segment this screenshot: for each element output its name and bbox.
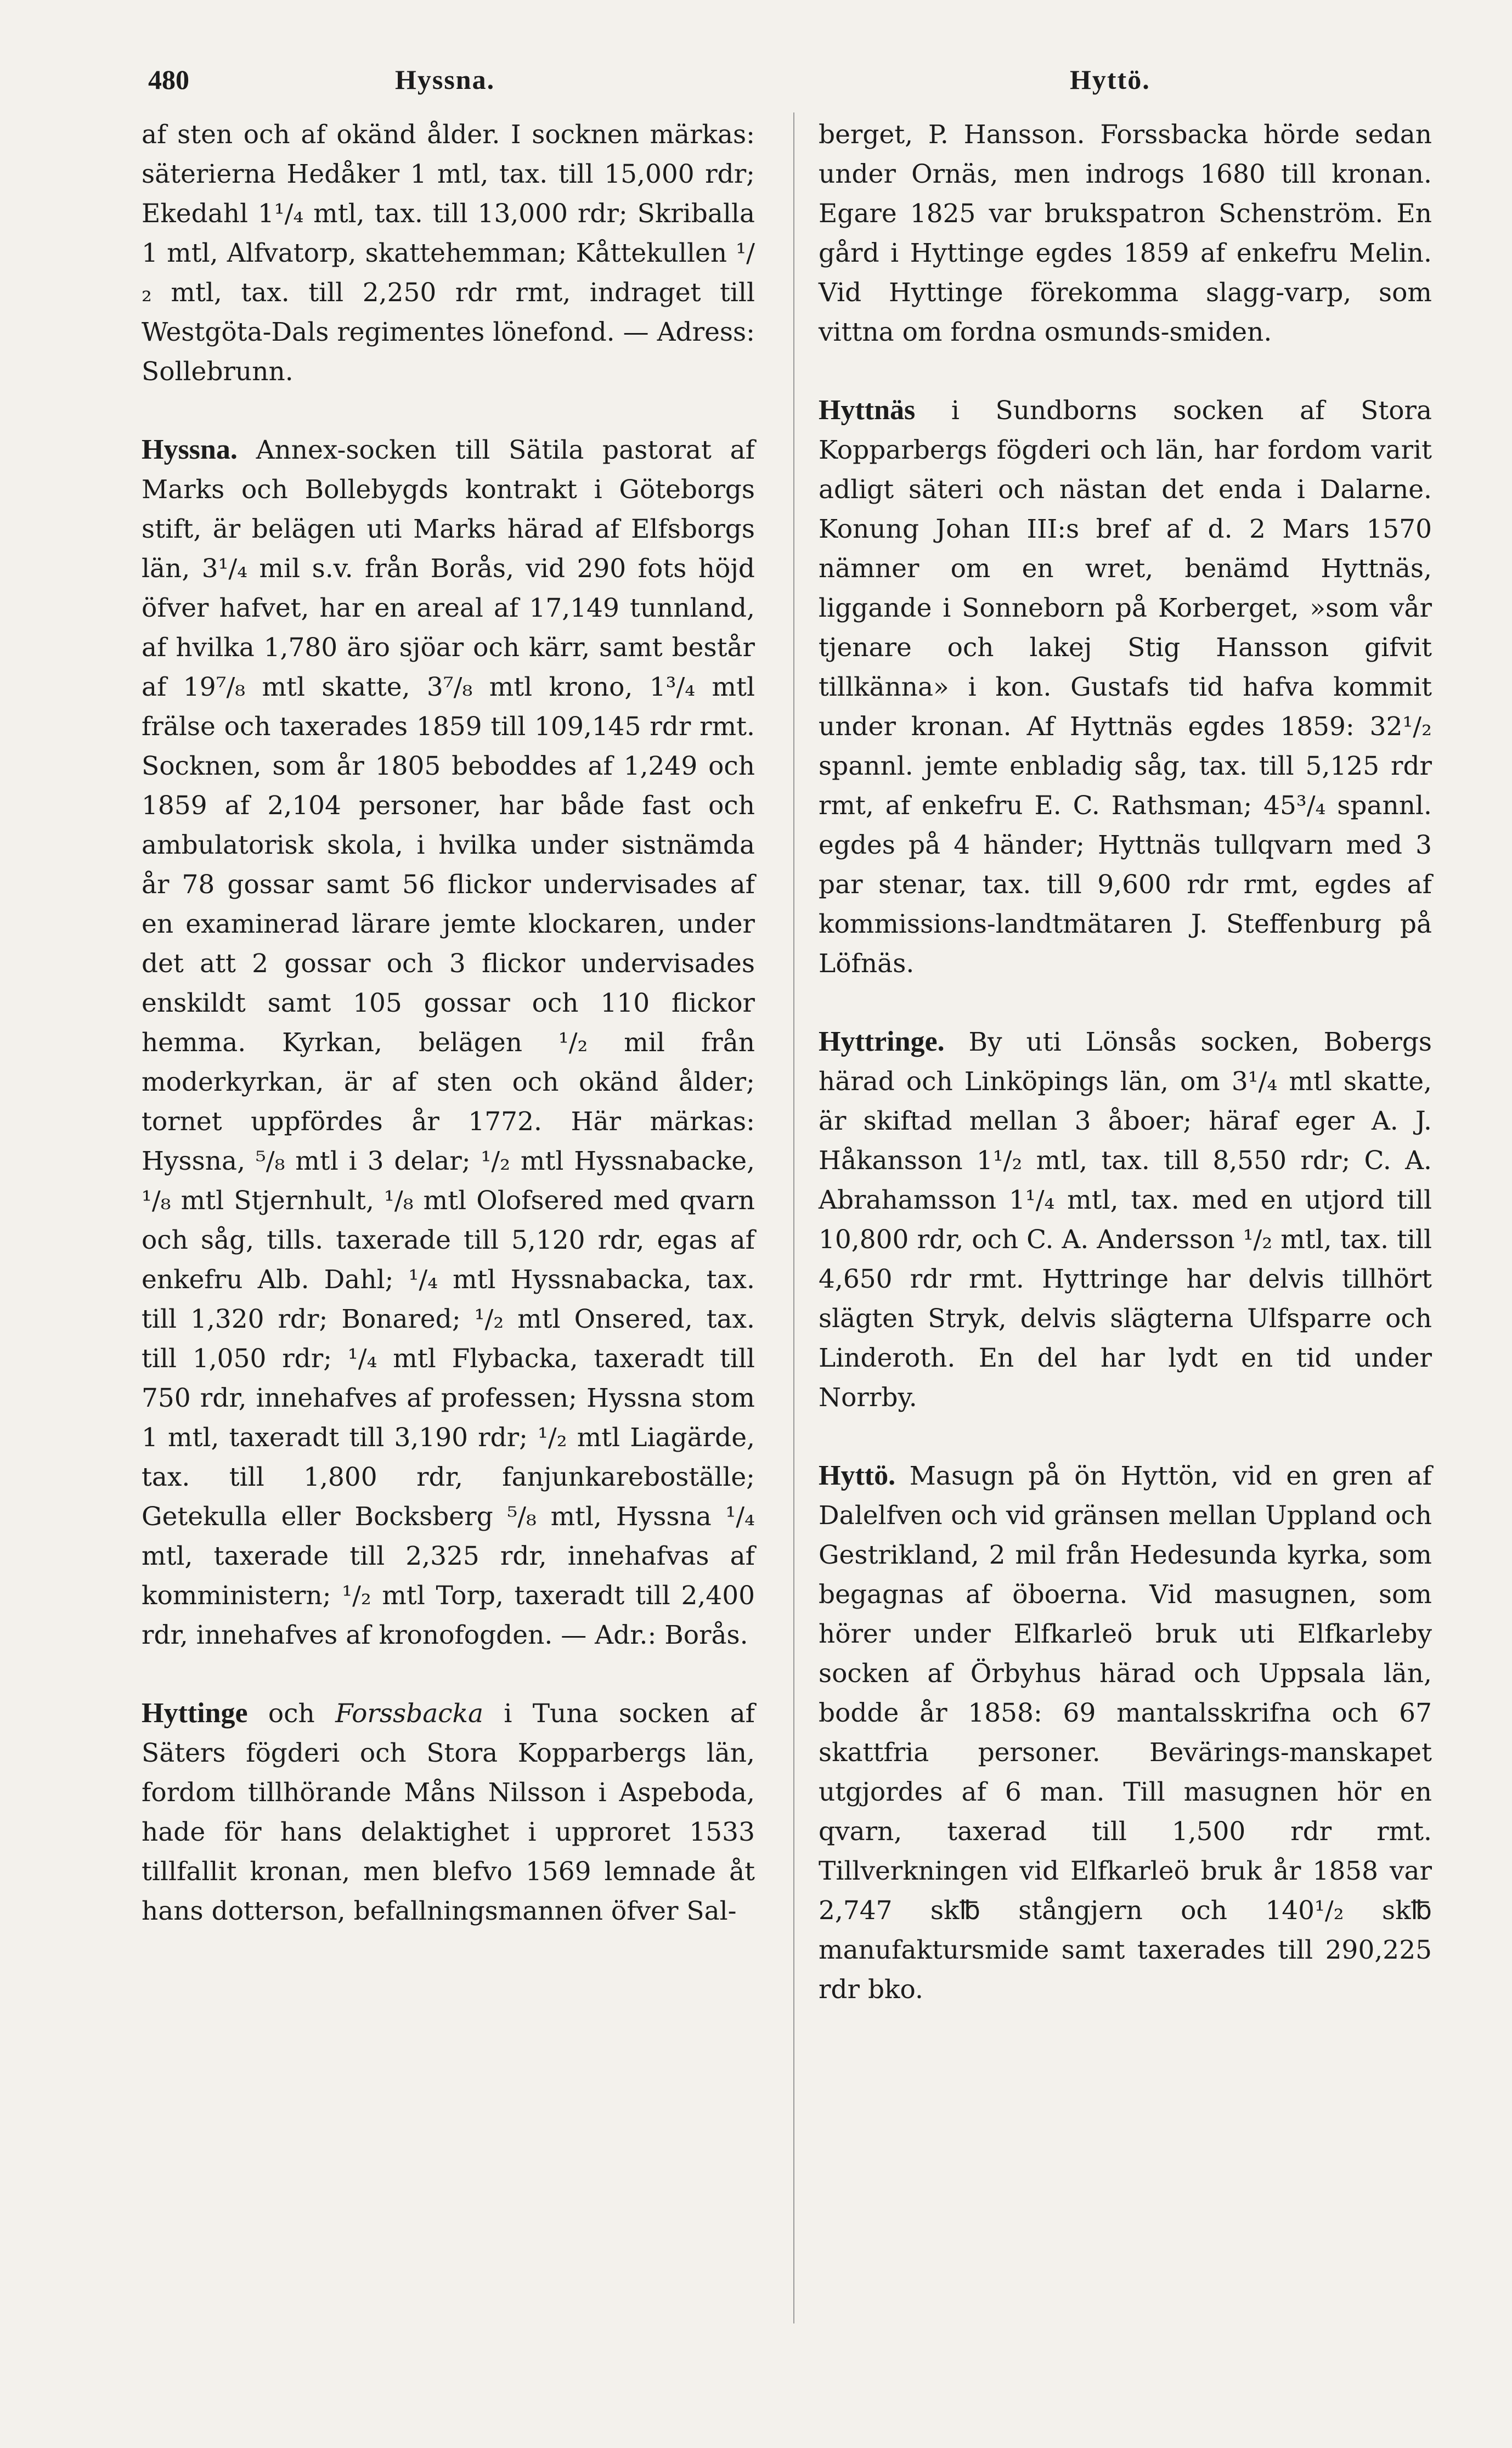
entry-text: Annex-socken till Sätila pastorat af Marks och Bollebygds kontrakt i Göteborgs stift, är belägen uti Marks härad af Elfsborgs län, 3¹/₄ mil s.v. från Borås, vid 290 fots höjd öfver hafvet, har en areal af 17,149 tunnland, af hvilka 1,780 äro sjöar och kärr, samt består af 19⁷/₈ mtl skatte, 3⁷/₈ mtl krono, 1³/₄ mtl frälse och taxerades 1859 till 109,145 rdr rmt. Socknen, som år 1805 beboddes af 1,249 och 1859 af 2,104 personer, har både fast och ambulatorisk skola, i hvilka under sistnämda år 78 gossar samt 56 flickor undervisades af en examinerad lärare jemte klockaren, under det att 2 gossar och 3 flickor undervisades enskildt samt 105 gossar och 110 flickor hemma. Kyrkan, belägen ¹/₂ mil från moderkyrkan, är af sten och okänd ålder; tornet uppfördes år 1772. Här märkas: Hyssna, ⁵/₈ mtl i 3 delar; ¹/₂ mtl Hyssnabacke, ¹/₈ mtl Stjernhult, ¹/₈ mtl Olofsered med qvarn och såg, tills. taxerade till 5,120 rdr, egas af enkefru Alb. Dahl; ¹/₄ mtl Hyssnabacka, tax. till 1,320 rdr; Bonared; ¹/₂ mtl Onsered, tax. till 1,050 rdr; ¹/₄ mtl Flybacka, taxeradt till 750 rdr, innehafves af professen; Hyssna stom 1 mtl, taxeradt till 3,190 rdr; ¹/₂ mtl Liagärde, tax. till 1,800 rdr, fanjunkareboställe; Getekulla eller Bocksberg ⁵/₈ mtl, Hyssna ¹/₄ mtl, taxerade till 2,325 rdr, innehafvas af komministern; ¹/₂ mtl Torp, taxeradt till 2,400 rdr, innehafves af kronofogden. — Adr.: Borås. [142, 435, 755, 1650]
column-divider [793, 112, 794, 2323]
entry-text: By uti Lönsås socken, Bobergs härad och Linköpings län, om 3¹/₄ mtl skatte, är skiftad mellan 3 åboer; häraf eger A. J. Håkansson 1¹/₂ mtl, tax. till 8,550 rdr; C. A. Abrahamsson 1¹/₄ mtl, tax. med en utjord till 10,800 rdr, och C. A. Andersson ¹/₂ mtl, tax. till 4,650 rdr rmt. Hyttringe har delvis tillhört slägten Stryk, delvis slägterna Ulfsparre och Linderoth. En del har lydt en tid under Norrby. [819, 1027, 1432, 1413]
entry-text: i Tuna socken af Säters fögderi och Stora Kopparbergs län, fordom tillhörande Måns Nilsson i Aspeboda, hade för hans delaktighet i upproret 1533 tillfallit kronan, men blefvo 1569 lemnade åt hans dotterson, befallningsmannen öfver Sal- [142, 1699, 755, 1926]
entry-text: af sten och af okänd ålder. I socknen märkas: säterierna Hedåker 1 mtl, tax. till 15,000 rdr; Ekedahl 1¹/₄ mtl, tax. till 13,000 rdr; Skriballa 1 mtl, Alfvatorp, skattehemman; Kåttekullen ¹/₂ mtl, tax. till 2,250 rdr rmt, indraget till Westgöta-Dals regimentes lönefond. — Adress: Sollebrunn. [142, 120, 755, 387]
entry-hyttnas [819, 391, 1432, 984]
entry-headword: Hyttringe. [819, 1026, 945, 1057]
entry-hytto [819, 1456, 1432, 2010]
entry-text: i Sundborns socken af Stora Kopparbergs fögderi och län, har fordom varit adligt säteri och nästan det enda i Dalarne. Konung Johan III:s bref af d. 2 Mars 1570 nämner om en wret, benämd Hyttnäs, liggande i Sonneborn på Korberget, »som vår tjenare och lakej Stig Hansson gifvit tillkänna» i kon. Gustafs tid hafva kommit under kronan. Af Hyttnäs egdes 1859: 32¹/₂ spannl. jemte enbladig såg, tax. till 5,125 rdr rmt, af enkefru E. C. Rathsman; 45³/₄ spannl. egdes på 4 händer; Hyttnäs tullqvarn med 3 par stenar, tax. till 9,600 rdr rmt, egdes af kommissions-landtmätaren J. Steffenburg på Löfnäs. [819, 396, 1432, 979]
entry-continuation [819, 115, 1432, 352]
entry-text: och [247, 1699, 336, 1729]
entry-headword: Hyttnäs [819, 394, 916, 426]
entry-headword: Hyssna. [142, 434, 238, 465]
entry-continuation [142, 115, 755, 392]
entry-hyttringe [819, 1022, 1432, 1418]
entry-italic-term: Forssbacka [335, 1699, 484, 1729]
entry-hyssna [142, 430, 755, 1655]
left-column [142, 115, 755, 1931]
entry-headword: Hyttö. [819, 1460, 896, 1491]
running-head-left: Hyssna. [395, 64, 495, 95]
right-column [819, 115, 1432, 2010]
entry-text: berget, P. Hansson. Forssbacka hörde sedan under Ornäs, men indrogs 1680 till kronan. Egare 1825 var brukspatron Schenström. En gård i Hyttinge egdes 1859 af enkefru Melin. Vid Hyttinge förekomma slagg-varp, som vittna om fordna osmunds-smiden. [819, 120, 1432, 347]
entry-text: Masugn på ön Hyttön, vid en gren af Dalelfven och vid gränsen mellan Uppland och Gestrikland, 2 mil från Hedesunda kyrka, som begagnas af öboerna. Vid masugnen, som hörer under Elfkarleö bruk uti Elfkarleby socken af Örbyhus härad och Uppsala län, bodde år 1858: 69 mantalsskrifna och 67 skattfria personer. Bevärings-manskapet utgjordes af 6 man. Till masugnen hör en qvarn, taxerad till 1,500 rdr rmt. Tillverkningen vid Elfkarleö bruk år 1858 var 2,747 sk℔ stångjern och 140¹/₂ sk℔ manufaktursmide samt taxerades till 290,225 rdr bko. [819, 1461, 1432, 2005]
running-head-right: Hyttö. [1070, 64, 1150, 95]
page-number: 480 [148, 64, 189, 95]
entry-headword: Hyttinge [142, 1697, 248, 1729]
entry-hyttinge [142, 1694, 755, 1931]
